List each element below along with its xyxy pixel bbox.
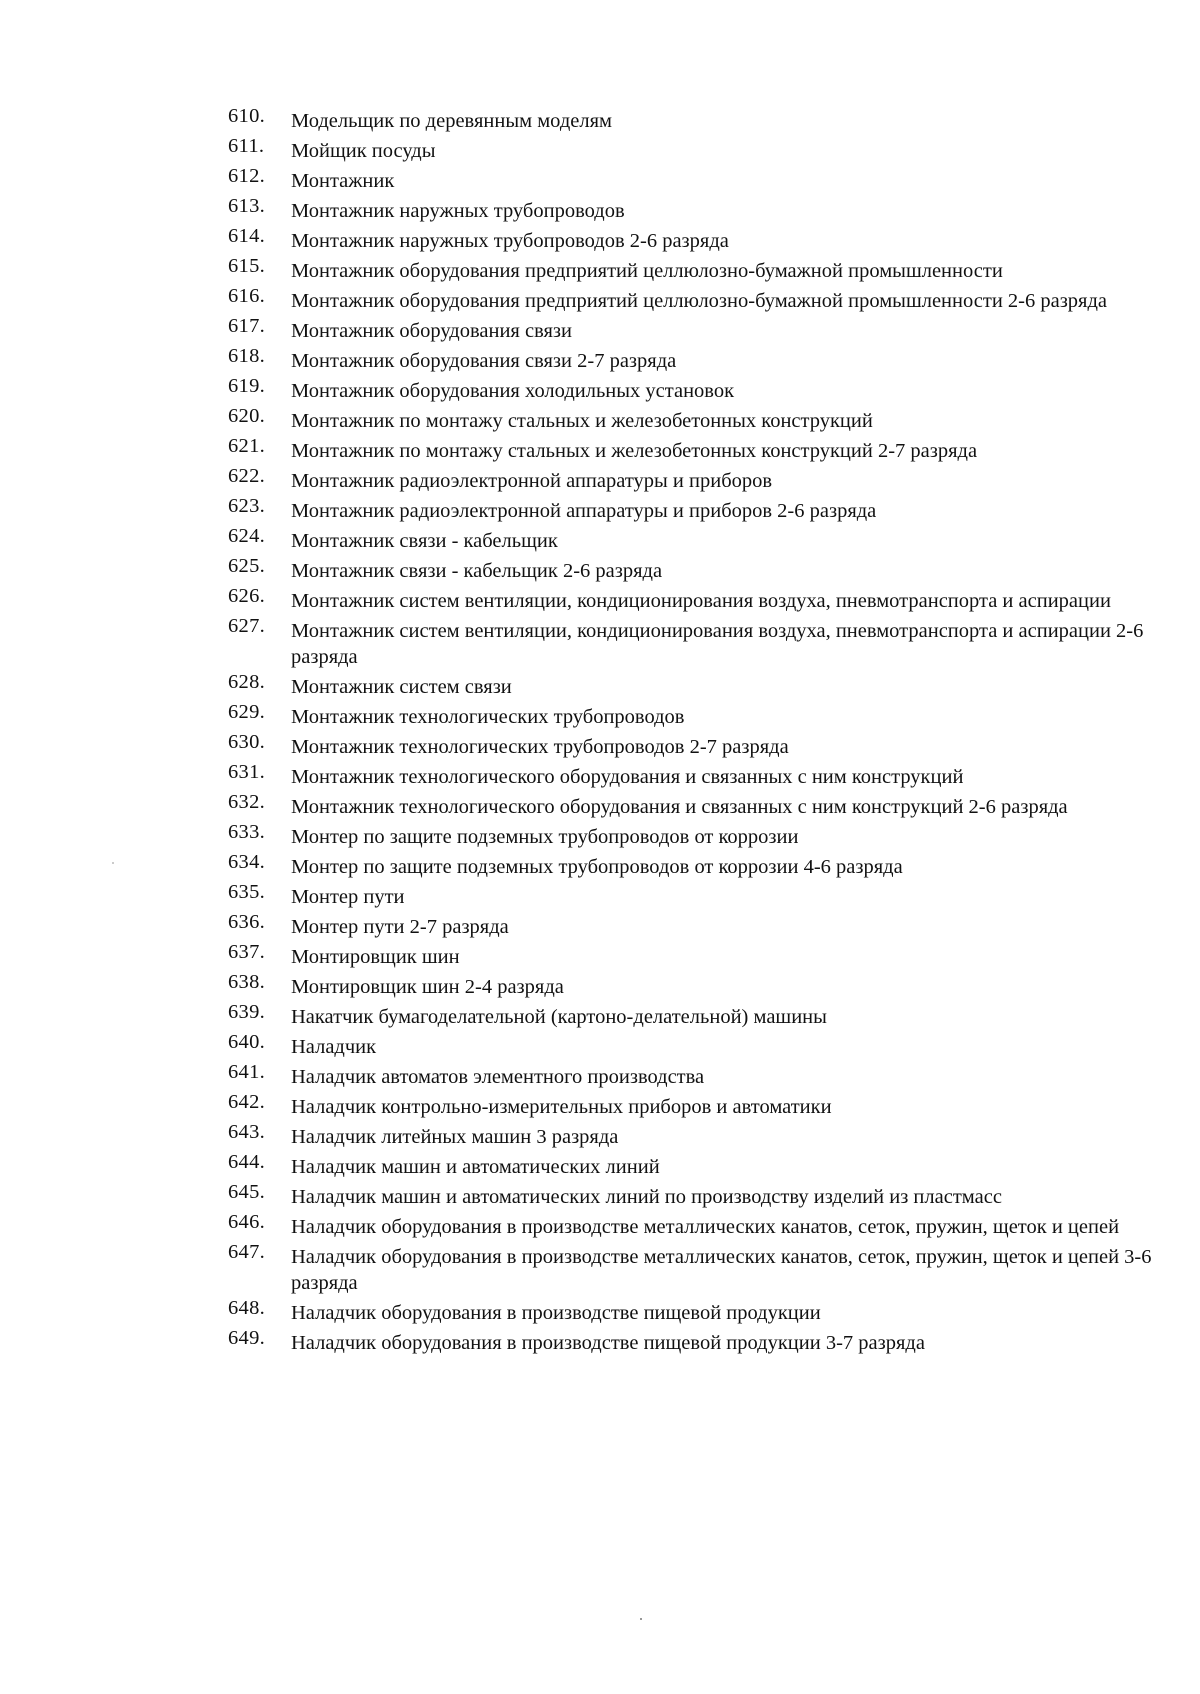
list-item xyxy=(228,1181,1178,1210)
item-text: Монтажник систем вентиляции, кондиционирования воздуха, пневмотранспорта и аспирации 2-6 разряда xyxy=(291,620,1144,668)
list-item xyxy=(228,435,1178,464)
item-number: 644. xyxy=(228,1151,266,1173)
scan-speck xyxy=(640,1618,642,1620)
item-number: 639. xyxy=(228,1001,266,1023)
item-text: Монтажник технологических трубопроводов 2-7 разряда xyxy=(291,736,789,758)
list-item xyxy=(228,911,1178,940)
item-text: Монтажник по монтажу стальных и железобетонных конструкций xyxy=(291,410,873,432)
list-item xyxy=(228,851,1178,880)
item-text: Монтажник систем связи xyxy=(291,676,512,698)
item-text: Монтер по защите подземных трубопроводов от коррозии 4-6 разряда xyxy=(291,856,903,878)
item-number: 617. xyxy=(228,315,266,337)
item-number: 627. xyxy=(228,615,266,637)
list-item xyxy=(228,555,1178,584)
item-text: Монтажник технологического оборудования и связанных с ним конструкций 2-6 разряда xyxy=(291,796,1068,818)
list-item xyxy=(228,1327,1178,1356)
list-item xyxy=(228,285,1178,314)
item-text: Монтер по защите подземных трубопроводов от коррозии xyxy=(291,826,799,848)
list-item xyxy=(228,375,1178,404)
item-text: Монтажник оборудования предприятий целлюлозно-бумажной промышленности xyxy=(291,260,1003,282)
item-number: 641. xyxy=(228,1061,266,1083)
item-number: 623. xyxy=(228,495,266,517)
list-item xyxy=(228,1091,1178,1120)
item-number: 636. xyxy=(228,911,266,933)
list-item xyxy=(228,165,1178,194)
item-number: 612. xyxy=(228,165,266,187)
item-text: Монтажник связи - кабельщик xyxy=(291,530,558,552)
item-number: 635. xyxy=(228,881,266,903)
item-number: 630. xyxy=(228,731,266,753)
item-text: Монтажник оборудования связи 2-7 разряда xyxy=(291,350,677,372)
item-number: 634. xyxy=(228,851,266,873)
item-text: Монтажник технологического оборудования и связанных с ним конструкций xyxy=(291,766,964,788)
item-number: 643. xyxy=(228,1121,266,1143)
item-number: 615. xyxy=(228,255,266,277)
item-text: Монтажник xyxy=(291,170,395,192)
list-item xyxy=(228,821,1178,850)
list-item xyxy=(228,585,1178,614)
item-number: 614. xyxy=(228,225,266,247)
item-number: 633. xyxy=(228,821,266,843)
list-item xyxy=(228,465,1178,494)
item-number: 625. xyxy=(228,555,266,577)
profession-list xyxy=(228,105,1178,1360)
item-text: Монтажник оборудования связи xyxy=(291,320,572,342)
item-number: 621. xyxy=(228,435,266,457)
list-item xyxy=(228,1031,1178,1060)
list-item xyxy=(228,1061,1178,1090)
list-item xyxy=(228,315,1178,344)
item-text: Накатчик бумагоделательной (картоно-делательной) машины xyxy=(291,1006,827,1028)
list-item xyxy=(228,971,1178,1000)
list-item xyxy=(228,615,1178,670)
item-number: 626. xyxy=(228,585,266,607)
list-item xyxy=(228,881,1178,910)
list-item xyxy=(228,791,1178,820)
scan-speck xyxy=(112,862,114,864)
item-text: Монтажник радиоэлектронной аппаратуры и приборов xyxy=(291,470,773,492)
item-number: 611. xyxy=(228,135,265,157)
item-number: 631. xyxy=(228,761,266,783)
item-number: 620. xyxy=(228,405,266,427)
item-text: Монтажник систем вентиляции, кондиционирования воздуха, пневмотранспорта и аспирации xyxy=(291,590,1111,612)
item-text: Наладчик оборудования в производстве металлических канатов, сеток, пружин, щеток и цепей 3-6 разряда xyxy=(291,1246,1152,1294)
list-item xyxy=(228,731,1178,760)
list-item xyxy=(228,495,1178,524)
item-text: Монтировщик шин xyxy=(291,946,460,968)
item-number: 647. xyxy=(228,1241,266,1263)
list-item xyxy=(228,671,1178,700)
item-number: 645. xyxy=(228,1181,266,1203)
item-text: Наладчик литейных машин 3 разряда xyxy=(291,1126,619,1148)
item-number: 628. xyxy=(228,671,266,693)
item-number: 629. xyxy=(228,701,266,723)
item-text: Наладчик оборудования в производстве металлических канатов, сеток, пружин, щеток и цепей xyxy=(291,1216,1120,1238)
list-item xyxy=(228,1121,1178,1150)
item-text: Наладчик машин и автоматических линий xyxy=(291,1156,660,1178)
list-item xyxy=(228,1151,1178,1180)
list-item xyxy=(228,405,1178,434)
item-text: Монтажник наружных трубопроводов 2-6 разряда xyxy=(291,230,729,252)
list-item xyxy=(228,1001,1178,1030)
item-number: 622. xyxy=(228,465,266,487)
list-item xyxy=(228,1211,1178,1240)
item-number: 616. xyxy=(228,285,266,307)
item-number: 638. xyxy=(228,971,266,993)
item-text: Модельщик по деревянным моделям xyxy=(291,110,612,132)
list-item xyxy=(228,1241,1178,1296)
item-text: Монтажник наружных трубопроводов xyxy=(291,200,625,222)
list-item xyxy=(228,525,1178,554)
item-number: 610. xyxy=(228,105,266,127)
item-text: Мойщик посуды xyxy=(291,140,436,162)
list-item xyxy=(228,255,1178,284)
list-item xyxy=(228,1297,1178,1326)
list-item xyxy=(228,345,1178,374)
item-text: Монтажник оборудования холодильных установок xyxy=(291,380,735,402)
item-number: 619. xyxy=(228,375,266,397)
item-number: 649. xyxy=(228,1327,266,1349)
item-text: Монтажник радиоэлектронной аппаратуры и приборов 2-6 разряда xyxy=(291,500,877,522)
list-item xyxy=(228,195,1178,224)
item-text: Монтажник по монтажу стальных и железобетонных конструкций 2-7 разряда xyxy=(291,440,978,462)
item-text: Монтер пути 2-7 разряда xyxy=(291,916,509,938)
item-text: Монтер пути xyxy=(291,886,405,908)
item-text: Наладчик оборудования в производстве пищевой продукции 3-7 разряда xyxy=(291,1332,925,1354)
list-item xyxy=(228,105,1178,134)
item-number: 648. xyxy=(228,1297,266,1319)
item-text: Монтировщик шин 2-4 разряда xyxy=(291,976,564,998)
item-text: Монтажник связи - кабельщик 2-6 разряда xyxy=(291,560,663,582)
item-text: Наладчик xyxy=(291,1036,377,1058)
item-number: 624. xyxy=(228,525,266,547)
item-number: 640. xyxy=(228,1031,266,1053)
item-text: Наладчик оборудования в производстве пищевой продукции xyxy=(291,1302,821,1324)
item-number: 646. xyxy=(228,1211,266,1233)
item-number: 618. xyxy=(228,345,266,367)
list-item xyxy=(228,225,1178,254)
item-number: 642. xyxy=(228,1091,266,1113)
item-text: Монтажник технологических трубопроводов xyxy=(291,706,685,728)
item-number: 613. xyxy=(228,195,266,217)
list-item xyxy=(228,941,1178,970)
list-item xyxy=(228,135,1178,164)
list-item xyxy=(228,701,1178,730)
item-text: Наладчик автоматов элементного производства xyxy=(291,1066,705,1088)
item-text: Монтажник оборудования предприятий целлюлозно-бумажной промышленности 2-6 разряда xyxy=(291,290,1108,312)
item-number: 632. xyxy=(228,791,266,813)
item-text: Наладчик контрольно-измерительных приборов и автоматики xyxy=(291,1096,832,1118)
item-number: 637. xyxy=(228,941,266,963)
list-item xyxy=(228,761,1178,790)
item-text: Наладчик машин и автоматических линий по производству изделий из пластмасс xyxy=(291,1186,1002,1208)
